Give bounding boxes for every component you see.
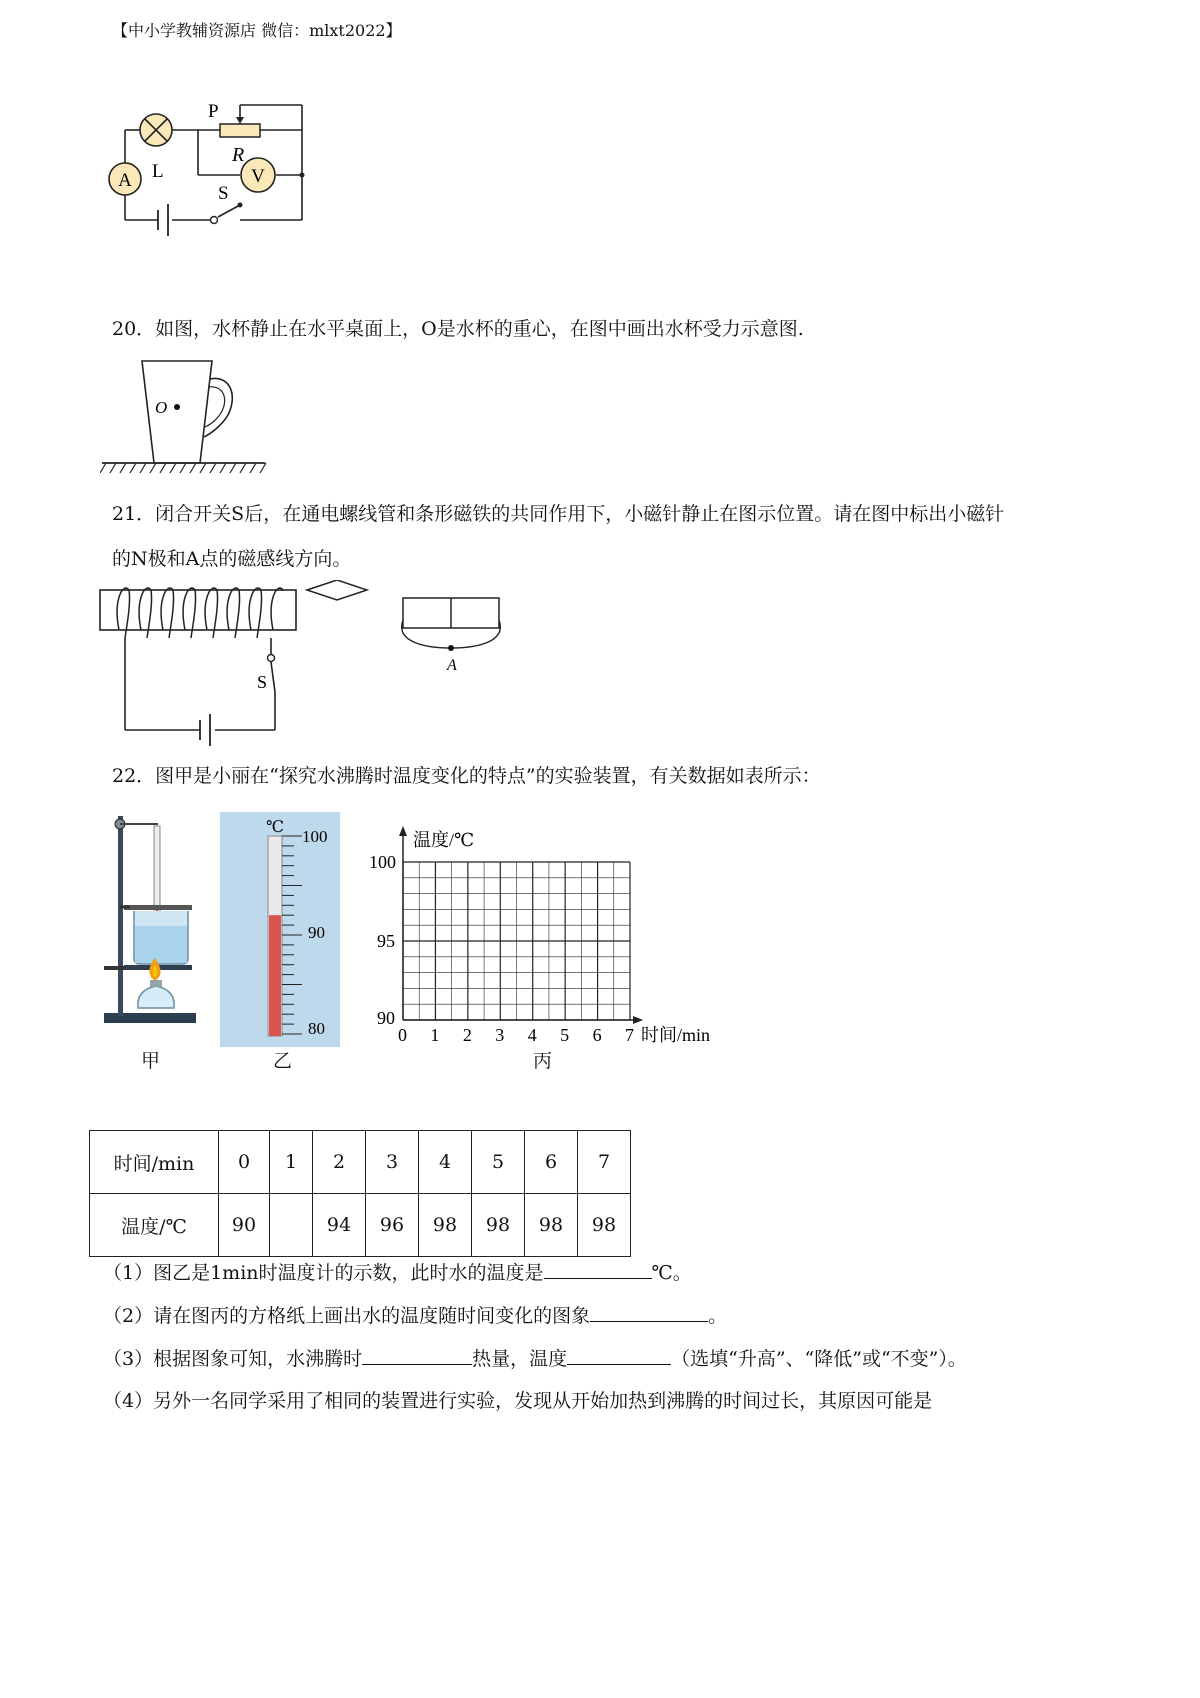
circuit-diagram	[100, 95, 320, 255]
label-l: L	[152, 161, 164, 182]
x-tick-label: 0	[398, 1025, 407, 1045]
q22-sub3: （3）根据图象可知，水沸腾时 热量，温度 （选填“升高”、“降低”或“不变”）。	[103, 1348, 967, 1370]
center-of-gravity-dot	[174, 404, 180, 410]
table-cell: 6	[525, 1131, 578, 1194]
slider-arrow-icon	[236, 117, 244, 124]
table-header-time: 时间/min	[90, 1131, 219, 1194]
graph-ylabel: 温度/℃	[413, 830, 475, 850]
table-cell: 98	[578, 1194, 631, 1257]
x-tick-label: 1	[430, 1025, 440, 1045]
q21-text-line1: 21．闭合开关S后，在通电螺线管和条形磁铁的共同作用下，小磁针静止在图示位置。请在图中标出小磁针	[112, 503, 1005, 525]
data-table	[89, 1130, 631, 1257]
switch-contact-icon	[238, 203, 243, 208]
x-tick-label: 2	[462, 1025, 472, 1045]
table-cell: 98	[525, 1194, 578, 1257]
battery-icon	[158, 204, 168, 236]
thermo-tick-100: 100	[302, 827, 328, 846]
q21-text-line2: 的N极和A点的磁感线方向。	[112, 548, 352, 570]
compass-needle-icon	[307, 580, 367, 600]
thermometer-unit: ℃	[266, 819, 284, 836]
x-tick-label: 3	[495, 1025, 505, 1045]
thermo-tick-90: 90	[308, 923, 325, 942]
point-a-dot	[448, 645, 454, 651]
y-tick-90: 90	[377, 1008, 395, 1028]
table-cell: 7	[578, 1131, 631, 1194]
rheostat-icon	[220, 124, 260, 137]
x-axis-arrow-icon	[633, 1016, 643, 1024]
ammeter-icon	[109, 163, 141, 195]
label-r: R	[232, 144, 245, 166]
table-cell: 98	[419, 1194, 472, 1257]
voltmeter-icon	[241, 158, 275, 192]
stand-base	[104, 1013, 196, 1023]
cup-diagram	[100, 355, 270, 480]
graph-xlabel: 时间/min	[641, 1025, 711, 1045]
table-cell: 96	[366, 1194, 419, 1257]
graph-figure	[365, 820, 735, 1050]
table-header-temp: 温度/℃	[90, 1194, 219, 1257]
cup-icon	[142, 361, 212, 463]
x-tick-label: 4	[527, 1025, 537, 1045]
thermo-tick-80: 80	[308, 1019, 325, 1038]
table-row	[90, 1194, 631, 1257]
alcohol-lamp-icon	[138, 986, 174, 1008]
table-cell: 0	[219, 1131, 270, 1194]
apparatus-figure	[100, 808, 200, 1038]
fig-label-yi: 乙	[273, 1050, 293, 1072]
header-watermark: 【中小学教辅资源店 微信：mlxt2022】	[112, 21, 402, 40]
table-cell: 94	[313, 1194, 366, 1257]
switch-pivot-icon	[211, 217, 218, 224]
table-cell: 5	[472, 1131, 525, 1194]
switch-pivot-icon	[268, 655, 275, 662]
table-cell: 98	[472, 1194, 525, 1257]
label-o: O	[155, 398, 168, 417]
answer-blank-1[interactable]	[544, 1260, 652, 1279]
svg-text:A: A	[118, 170, 132, 191]
q22-sub1: （1）图乙是1min时温度计的示数，此时水的温度是 ℃。	[103, 1262, 692, 1284]
table-cell: 4	[419, 1131, 472, 1194]
table-cell: 1	[270, 1131, 313, 1194]
thermometer-figure	[220, 812, 340, 1047]
answer-blank-3[interactable]	[362, 1346, 472, 1365]
table-cell: 90	[219, 1194, 270, 1257]
q20-text: 20．如图，水杯静止在水平桌面上，O是水杯的重心，在图中画出水杯受力示意图.	[112, 318, 804, 340]
y-axis-arrow-icon	[399, 826, 407, 836]
fig-label-bing: 丙	[533, 1050, 553, 1072]
x-tick-label: 7	[625, 1025, 634, 1045]
q22-sub2: （2）请在图丙的方格纸上画出水的温度随时间变化的图象 。	[103, 1305, 728, 1327]
table-row	[90, 1131, 631, 1194]
solenoid-diagram	[95, 580, 525, 760]
stand-rod	[118, 816, 123, 1016]
gauze-plate	[124, 905, 192, 910]
battery-icon	[200, 714, 210, 746]
label-s: S	[218, 183, 229, 204]
answer-blank-2[interactable]	[590, 1303, 708, 1322]
y-tick-100: 100	[369, 852, 396, 872]
q22-sub4: （4）另外一名同学采用了相同的装置进行实验，发现从开始加热到沸腾的时间过长，其原因可能是	[103, 1390, 933, 1412]
table-cell: 3	[366, 1131, 419, 1194]
table-cell: 2	[313, 1131, 366, 1194]
q22-text: 22．图甲是小丽在“探究水沸腾时温度变化的特点”的实验装置，有关数据如表所示：	[112, 765, 821, 787]
svg-text:V: V	[251, 166, 265, 187]
y-tick-95: 95	[377, 931, 395, 951]
answer-blank-4[interactable]	[567, 1346, 671, 1365]
label-s2: S	[257, 672, 268, 692]
fig-label-jia: 甲	[141, 1050, 161, 1072]
lamp-icon	[140, 114, 172, 146]
table-cell-blank	[270, 1194, 313, 1257]
ground-hatch	[100, 463, 266, 473]
x-tick-label: 5	[560, 1025, 570, 1045]
label-a: A	[447, 657, 457, 674]
mercury-column	[269, 915, 281, 1036]
label-p: P	[208, 101, 219, 122]
x-tick-label: 6	[592, 1025, 602, 1045]
